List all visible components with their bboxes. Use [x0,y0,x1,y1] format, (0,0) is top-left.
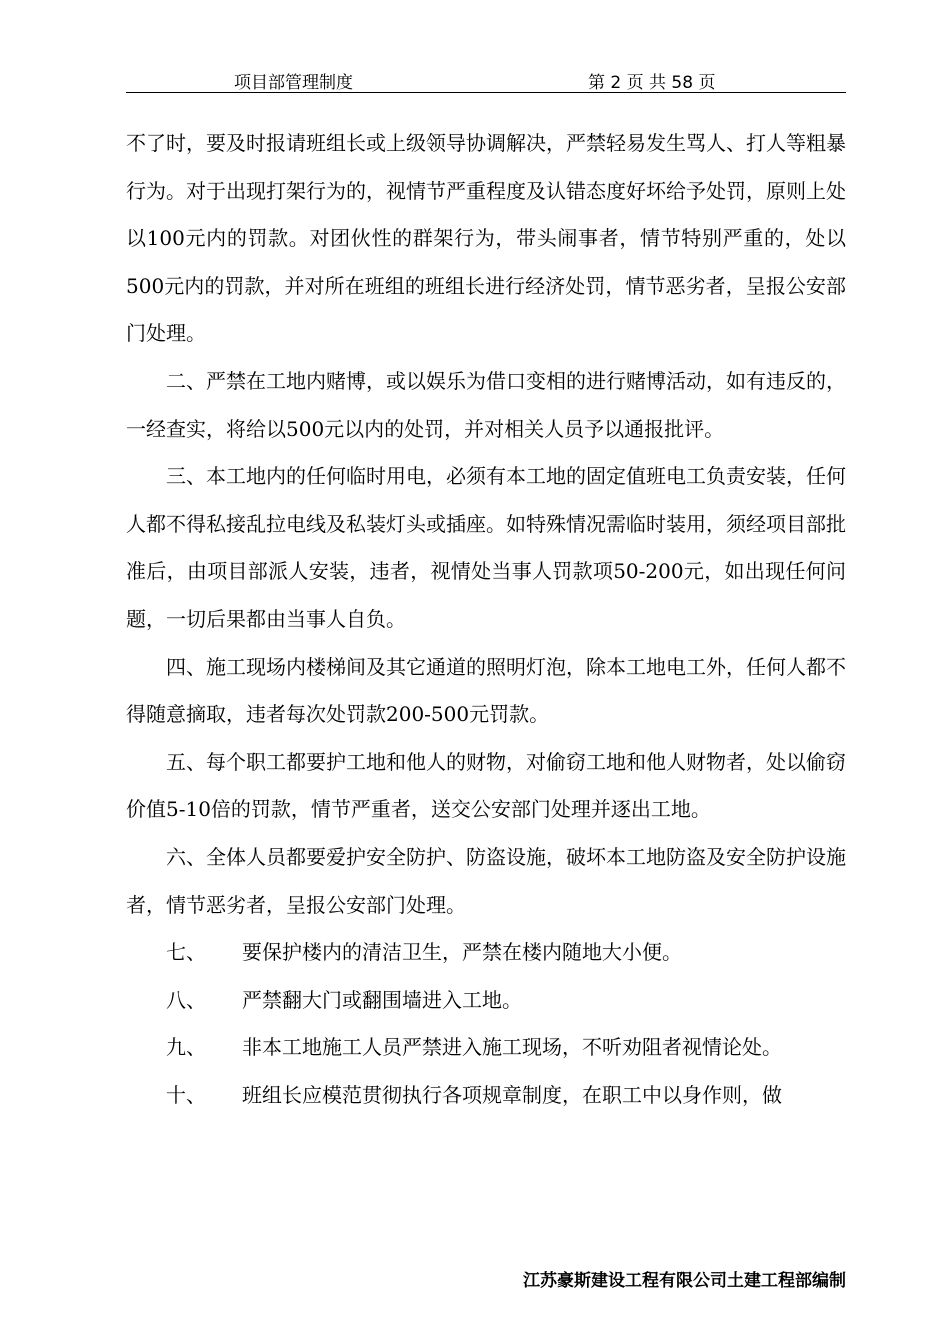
list-item-9 [126,1024,846,1072]
list-number: 七、 [166,940,206,965]
list-number: 十、 [166,1082,206,1107]
paragraph-rule-5: 五、每个职工都要护工地和他人的财物，对偷窃工地和他人财物者，处以偷窃价值5-10倍的罚款，情节严重者，送交公安部门处理并逐出工地。 [126,749,846,822]
list-item-7 [126,929,846,977]
list-text: 严禁翻大门或翻围墙进入工地。 [242,987,522,1012]
document-title: 项目部管理制度 [234,73,353,93]
document-body [126,120,846,1119]
list-text: 要保护楼内的清洁卫生，严禁在楼内随地大小便。 [242,940,682,965]
list-item-10 [126,1072,846,1120]
paragraph-rule-6: 六、全体人员都要爱护安全防护、防盗设施，破坏本工地防盗及安全防护设施者，情节恶劣者，呈报公安部门处理。 [126,844,846,917]
paragraph-rule-4: 四、施工现场内楼梯间及其它通道的照明灯泡，除本工地电工外，任何人都不得随意摘取，违者每次处罚款200-500元罚款。 [126,654,846,727]
page-header [126,66,846,93]
paragraph-continued: 不了时，要及时报请班组长或上级领导协调解决，严禁轻易发生骂人、打人等粗暴行为。对于出现打架行为的，视情节严重程度及认错态度好坏给予处罚，原则上处以100元内的罚款。对团伙性的群架行为，带头闹事者，情节特别严重的，处以500元内的罚款，并对所在班组的班组长进行经济处罚，情节恶劣者，呈报公安部门处理。 [126,131,846,346]
list-number: 八、 [166,987,206,1012]
list-item-8 [126,977,846,1025]
list-text: 非本工地施工人员严禁进入施工现场，不听劝阻者视情论处。 [242,1035,782,1060]
list-number: 九、 [166,1035,206,1060]
paragraph-rule-3: 三、本工地内的任何临时用电，必须有本工地的固定值班电工负责安装，任何人都不得私接乱拉电线及私装灯头或插座。如特殊情况需临时装用，须经项目部批准后，由项目部派人安装，违者，视情处当事人罚款项50-200元，如出现任何问题，一切后果都由当事人自负。 [126,464,846,631]
paragraph-rule-2: 二、严禁在工地内赌博，或以娱乐为借口变相的进行赌博活动，如有违反的，一经查实，将给以500元以内的处罚，并对相关人员予以通报批评。 [126,368,846,441]
page-number: 第 2 页 共 58 页 [588,73,716,93]
list-text: 班组长应模范贯彻执行各项规章制度，在职工中以身作则，做 [242,1082,782,1107]
page-footer: 江苏豪斯建设工程有限公司土建工程部编制 [523,1271,846,1291]
